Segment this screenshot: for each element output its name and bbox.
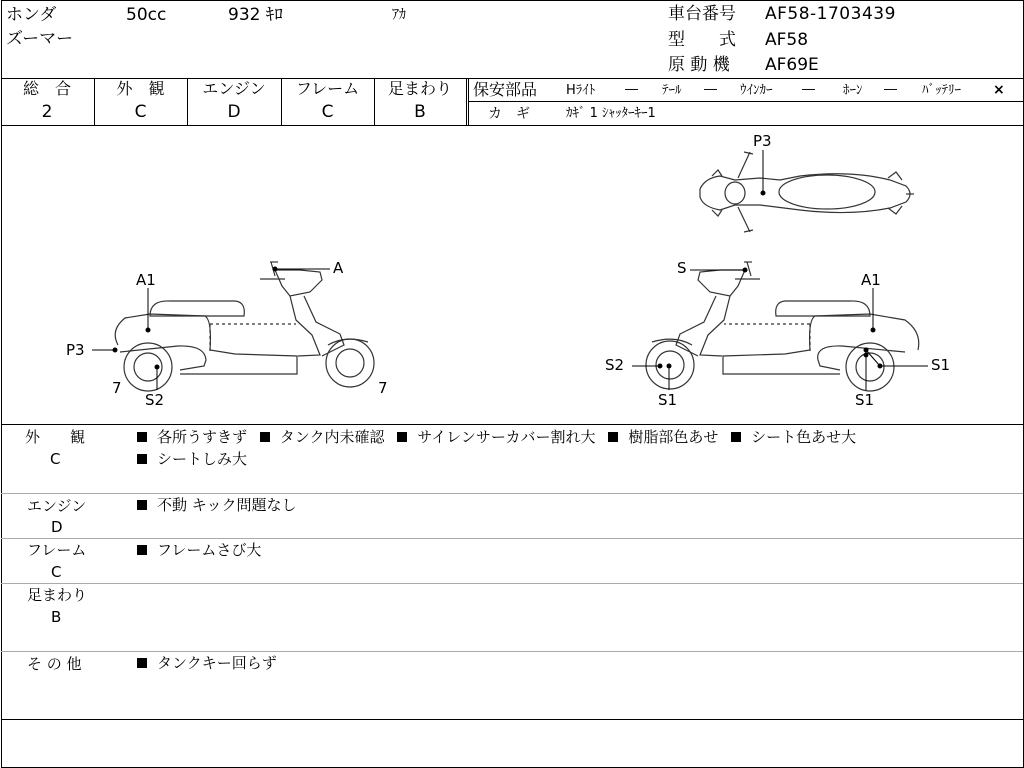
remark-engine-label: エンジン: [27, 497, 87, 515]
rule: [1, 424, 1023, 425]
safety-item-winker-status: ―: [802, 82, 815, 97]
label-right-s1-front: S1: [658, 391, 678, 409]
key-text: ｶｷﾞ 1 ｼｬｯﾀｰｷｰ1: [566, 106, 656, 121]
safety-item-headlight-status: ―: [625, 82, 638, 97]
color: ｱｶ: [392, 7, 406, 23]
remark-item: 不動 キック問題なし: [157, 496, 297, 514]
model-name: ズーマー: [6, 29, 74, 49]
safety-item-horn: ﾎｰﾝ: [843, 83, 863, 98]
bullet: [137, 432, 147, 442]
grade-frame-value: C: [321, 102, 334, 122]
label-right-s2: S2: [605, 356, 625, 374]
remark-frame-label: フレーム: [27, 541, 87, 559]
displacement: 50cc: [126, 5, 167, 25]
remark-other-label: そ の 他: [27, 655, 82, 673]
label-left-seven: 7: [112, 379, 122, 397]
rule: [468, 78, 469, 125]
bullet: [137, 545, 147, 555]
safety-item-battery: ﾊﾞｯﾃﾘｰ: [922, 83, 961, 98]
bullet: [137, 658, 147, 668]
bullet: [137, 500, 147, 510]
label-left-a1: A1: [136, 271, 156, 289]
grade-total-value: 2: [41, 102, 53, 122]
bullet: [260, 432, 270, 442]
label-right-seven: 7: [378, 379, 388, 397]
label-right-s: S: [677, 259, 687, 277]
remark-other-line-1: [137, 652, 285, 674]
grade-suspension-label: 足まわり: [387, 79, 452, 98]
scooter-diagram: [0, 126, 1024, 424]
remark-engine-grade: D: [51, 518, 63, 536]
grade-engine-value: D: [227, 102, 241, 122]
remark-frame-line-1: [137, 539, 269, 561]
remark-suspension-label: 足まわり: [27, 586, 88, 604]
bullet: [137, 454, 147, 464]
remark-item: 樹脂部色あせ: [628, 428, 719, 446]
label-right-s1-side: S1: [931, 356, 951, 374]
rule: [466, 78, 467, 125]
grade-total-label: 総 合: [22, 79, 71, 98]
remark-exterior-label: 外 観: [25, 428, 86, 446]
safety-item-winker: ｳｲﾝｶｰ: [740, 83, 773, 98]
type-label: 型 式: [668, 30, 736, 50]
remark-item: タンク内未確認: [279, 428, 385, 446]
mileage: 932 ｷﾛ: [228, 5, 283, 25]
rule: [468, 101, 1023, 102]
engine-value: AF69E: [765, 55, 819, 75]
maker: ホンダ: [6, 5, 57, 25]
bullet: [731, 432, 741, 442]
label-left-s2: S2: [145, 391, 165, 409]
bullet: [397, 432, 407, 442]
grade-frame-label: フレーム: [295, 79, 360, 98]
key-label: カ ギ: [488, 106, 530, 122]
safety-item-headlight: Hﾗｲﾄ: [566, 83, 596, 98]
remark-exterior-grade: C: [50, 450, 61, 468]
label-top-p3: P3: [753, 132, 772, 150]
remark-exterior-line-2: [137, 448, 255, 470]
engine-label: 原 動 機: [668, 55, 730, 75]
frame-no: AF58-1703439: [765, 4, 896, 24]
safety-item-horn-status: ―: [884, 82, 897, 97]
remark-item: シートしみ大: [157, 450, 248, 468]
remark-item: フレームさび大: [157, 541, 262, 559]
rule: [1, 583, 1023, 584]
safety-label: 保安部品: [473, 80, 538, 99]
remark-suspension-grade: B: [51, 608, 62, 626]
top-scooter-view: [700, 152, 914, 232]
remark-item: 各所うすきず: [157, 428, 248, 446]
remark-item: サイレンサーカバー割れ大: [417, 428, 596, 446]
label-right-s1-rear: S1: [855, 391, 875, 409]
safety-item-tail: ﾃｰﾙ: [662, 83, 682, 98]
grade-suspension-value: B: [414, 102, 426, 122]
grade-exterior-label: 外 観: [116, 79, 165, 98]
grade-engine-label: エンジン: [202, 79, 266, 98]
remark-item: タンクキー回らず: [157, 654, 277, 672]
safety-item-tail-status: ―: [704, 82, 717, 97]
bullet: [608, 432, 618, 442]
frame-no-label: 車台番号: [668, 4, 736, 24]
remark-item: シート色あせ大: [751, 428, 857, 446]
remark-frame-grade: C: [51, 563, 62, 581]
remark-exterior-line-1: [137, 426, 864, 448]
label-left-p3: P3: [66, 341, 85, 359]
label-left-a: A: [333, 259, 344, 277]
grade-exterior-value: C: [134, 102, 147, 122]
remark-engine-line-1: [137, 494, 304, 516]
type-value: AF58: [765, 30, 809, 50]
label-right-a1: A1: [861, 271, 881, 289]
safety-item-battery-status: ×: [993, 82, 1005, 98]
rule: [1, 719, 1023, 720]
